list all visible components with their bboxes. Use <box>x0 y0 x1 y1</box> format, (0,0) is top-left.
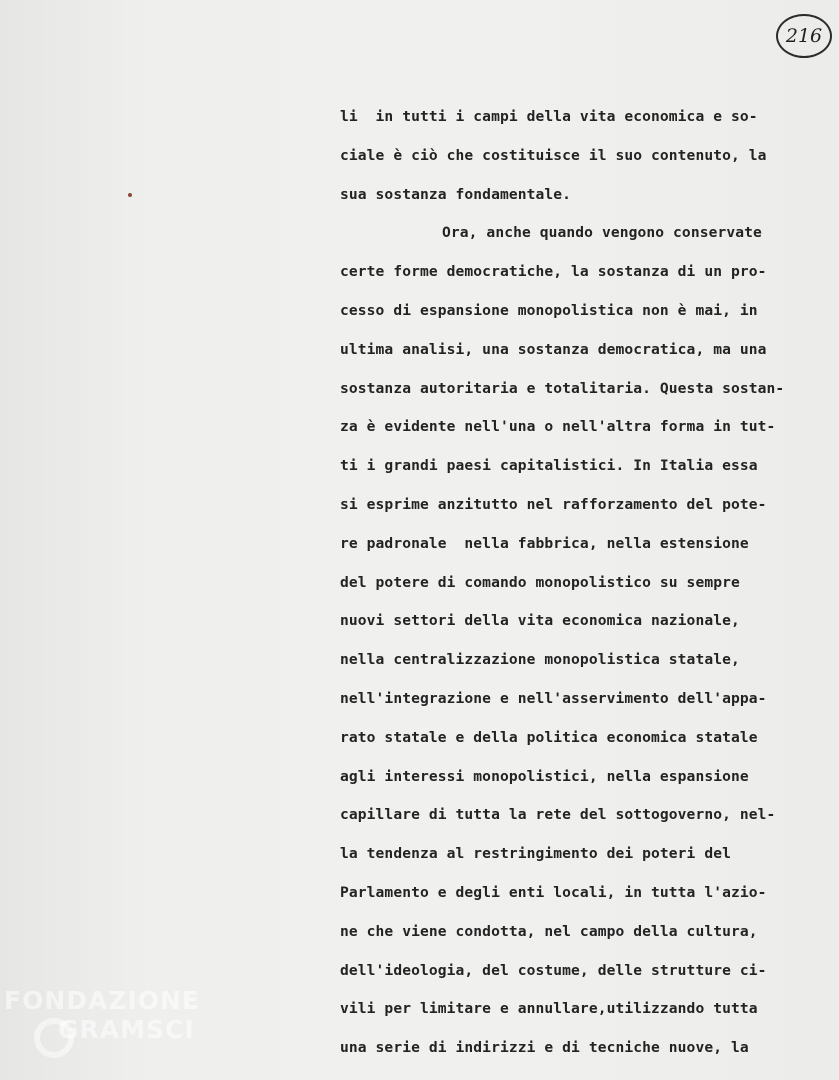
text-line: nuovi settori della vita economica nazionale, <box>340 612 740 630</box>
text-line: nell'integrazione e nell'asservimento dell'appa- <box>340 689 767 707</box>
text-line: nella centralizzazione monopolistica statale, <box>340 651 740 669</box>
typewritten-text <box>340 103 830 1073</box>
paper-speck <box>128 193 132 197</box>
text-line: sua sostanza fondamentale. <box>340 185 572 203</box>
text-line: del potere di comando monopolistico su sempre <box>340 573 740 591</box>
watermark-line-2: GRAMSCI <box>58 1015 195 1044</box>
watermark <box>4 986 214 1044</box>
text-line: agli interessi monopolistici, nella espansione <box>340 767 749 785</box>
text-line: re padronale nella fabbrica, nella estensione <box>340 534 749 552</box>
text-line: Parlamento e degli enti locali, in tutta l'azio- <box>340 883 767 901</box>
text-line: ciale è ciò che costituisce il suo contenuto, la <box>340 146 767 164</box>
text-line: li in tutti i campi della vita economica e so- <box>340 108 758 125</box>
text-line: certe forme democratiche, la sostanza di un pro- <box>340 263 767 281</box>
watermark-line-1: FONDAZIONE <box>4 986 201 1015</box>
text-line: si esprime anzitutto nel rafforzamento del pote- <box>340 495 767 513</box>
text-line: sostanza autoritaria e totalitaria. Questa sostan- <box>340 379 785 397</box>
text-line: za è evidente nell'una o nell'altra forma in tut- <box>340 418 776 436</box>
page-number: 216 <box>776 14 832 58</box>
text-line: ti i grandi paesi capitalistici. In Italia essa <box>340 457 758 475</box>
text-line: ne che viene condotta, nel campo della cultura, <box>340 922 758 940</box>
text-line: capillare di tutta la rete del sottogoverno, nel- <box>340 806 776 824</box>
text-line: cesso di espansione monopolistica non è mai, in <box>340 301 758 319</box>
text-line: ultima analisi, una sostanza democratica, ma una <box>340 340 767 358</box>
text-line: vili per limitare e annullare,utilizzando tutta <box>340 1000 758 1018</box>
text-line: la tendenza al restringimento dei poteri del <box>340 845 731 863</box>
text-line: Ora, anche quando vengono conservate <box>442 224 762 242</box>
text-line: dell'ideologia, del costume, delle strutture ci- <box>340 961 767 979</box>
text-line: una serie di indirizzi e di tecniche nuove, la <box>340 1039 749 1057</box>
text-line: rato statale e della politica economica statale <box>340 728 758 746</box>
